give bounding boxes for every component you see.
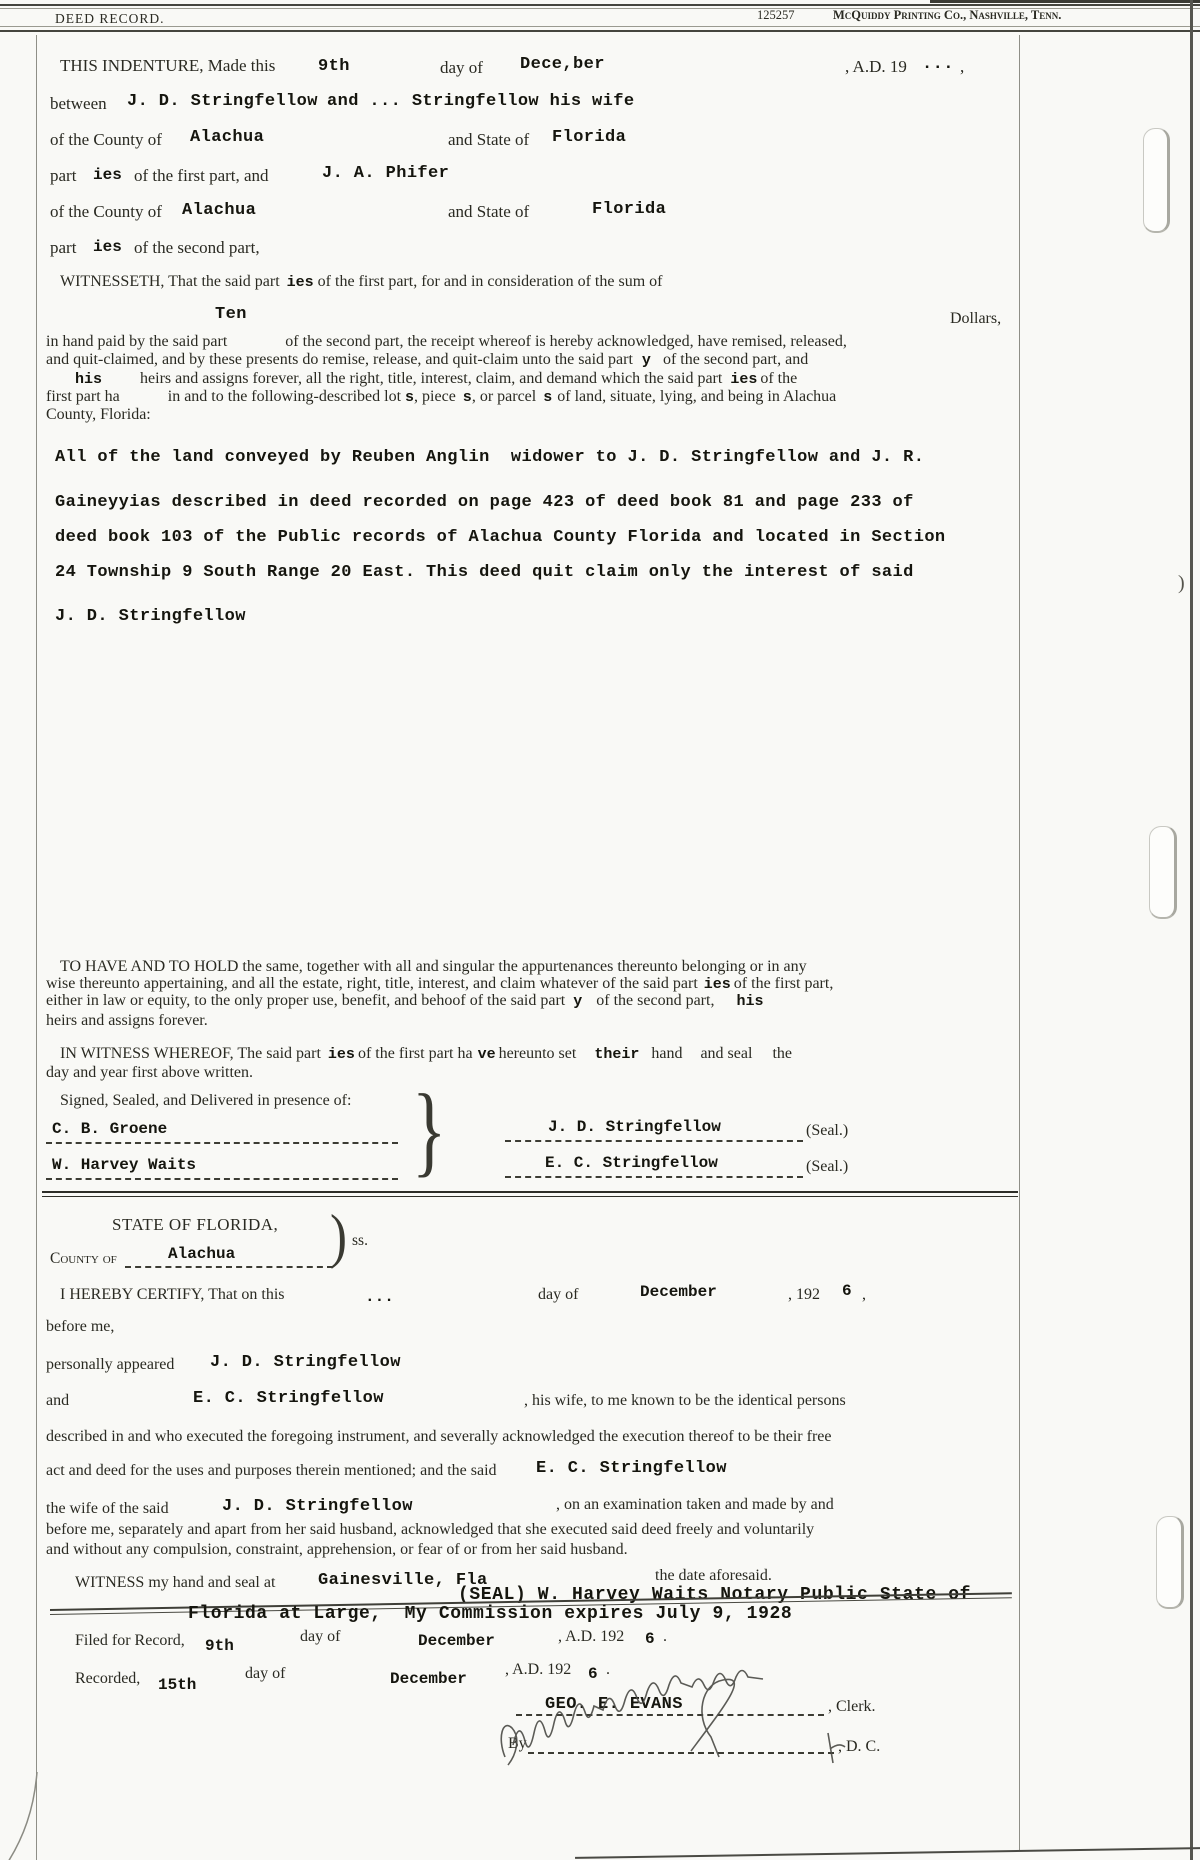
section-divider-rule <box>42 1191 1018 1197</box>
h2a: wise thereunto appertaining, and all the estate, right, title, interest, and claim whatever of the said part <box>46 975 698 992</box>
notary-commission-line: Florida at Large, My Commission expires July 9, 1928 <box>188 1604 793 1624</box>
part-label-2: part <box>50 238 77 257</box>
field-ve: ve <box>477 1046 496 1063</box>
witnesseth-b: of the first part, for and in consideration of the sum of <box>317 273 663 290</box>
p3b: of the <box>760 370 798 387</box>
state-heading: STATE OF FLORIDA, <box>112 1215 279 1234</box>
witness-whereof-line-2: day and year first above written. <box>46 1064 254 1081</box>
dc-label: , D. C. <box>838 1738 881 1755</box>
field-state-2: Florida <box>592 200 667 219</box>
wife-rest-label: , his wife, to me known to be the identical persons <box>524 1392 846 1409</box>
left-margin-rule <box>36 35 37 1860</box>
witness-signature-1: C. B. Groene <box>52 1120 168 1138</box>
field-party1: J. D. Stringfellow <box>127 92 318 111</box>
recorded-day-of-label: day of <box>245 1665 286 1682</box>
field-ack-county: Alachua <box>168 1245 236 1263</box>
description-line-3: deed book 103 of the Public records of Alachua County Florida and located in Section <box>55 528 946 547</box>
witness-line-2 <box>46 1178 398 1180</box>
page-bottom-edge <box>575 1847 1200 1859</box>
recorded-label: Recorded, <box>75 1670 141 1687</box>
field-s-2: s <box>462 389 472 406</box>
field-party2: and ... Stringfellow his wife <box>327 92 635 111</box>
field-county-1: Alachua <box>190 128 265 147</box>
p1b: of the second part, the receipt whereof is hereby acknowledged, have remised, released, <box>285 333 847 350</box>
state-of-label-2: and State of <box>448 202 530 221</box>
grantor-line-2 <box>505 1176 803 1178</box>
filed-day-of-label: day of <box>300 1628 341 1645</box>
field-y-1: y <box>641 352 651 369</box>
field-ack-name-3: J. D. Stringfellow <box>222 1497 413 1516</box>
field-cert-year: 6 <box>842 1282 852 1300</box>
ss-label: ss. <box>352 1232 368 1249</box>
field-his-1: his <box>75 371 103 388</box>
header-rule-top <box>0 4 1200 6</box>
h2b: of the first part, <box>733 975 834 992</box>
field-cert-day: ... <box>365 1288 394 1306</box>
p4c: , piece <box>414 388 456 405</box>
seal-label-1: (Seal.) <box>806 1122 849 1139</box>
header-rule-bottom <box>0 26 1200 27</box>
description-line-4: 24 Township 9 South Range 20 East. This deed quit claim only the interest of said <box>55 563 914 582</box>
indenture-label: THIS INDENTURE, Made this <box>60 56 276 75</box>
dollars-label: Dollars, <box>950 310 1002 327</box>
punch-slot-middle <box>1149 826 1177 919</box>
by-label: By <box>508 1735 527 1752</box>
header-rule-right-thick <box>930 0 1200 3</box>
p1a: in hand paid by the said part <box>46 333 228 350</box>
notary-seal-typed-line: (SEAL) W. Harvey Waits Notary Public State of <box>458 1585 972 1605</box>
ad-comma: , <box>960 57 965 76</box>
recorded-ad-label: , A.D. 192 <box>505 1661 572 1678</box>
field-year: ... <box>922 55 954 74</box>
header-rule-bottom2 <box>0 30 1200 32</box>
field-ack-name-2: E. C. Stringfellow <box>536 1459 727 1478</box>
second-part-label: of the second part, <box>134 238 260 257</box>
ack-line-7b: , on an examination taken and made by and <box>556 1496 834 1513</box>
page-title: DEED RECORD. <box>55 11 165 26</box>
printer-number: 125257 <box>757 8 795 22</box>
printer-name: McQuiddy Printing Co., Nashville, Tenn. <box>833 8 1062 22</box>
first-part-label: of the first part, and <box>134 166 269 185</box>
p4d: , or parcel <box>471 388 537 405</box>
field-s-3: s <box>543 389 553 406</box>
field-y-2: y <box>573 993 583 1010</box>
h3b: of the second part, <box>596 992 715 1009</box>
date-aforesaid-label: the date aforesaid. <box>655 1567 772 1584</box>
ww-d: hand <box>651 1045 683 1062</box>
ack-line-8: before me, separately and apart from her said husband, acknowledged that she executed said deed freely and voluntarily <box>46 1521 815 1538</box>
field-s-1: s <box>405 389 415 406</box>
ww-e: and seal <box>700 1045 753 1062</box>
witnesseth-a: WITNESSETH, That the said part <box>60 273 280 290</box>
county-of-label-2: of the County of <box>50 202 162 221</box>
habendum-line-1: TO HAVE AND TO HOLD the same, together with all and singular the appurtenances thereunto belonging or in any <box>60 958 807 975</box>
field-filed-month: December <box>418 1632 495 1650</box>
cert-192-label: , 192 <box>788 1286 820 1303</box>
field-cert-month: December <box>640 1283 717 1301</box>
field-their: their <box>594 1046 640 1063</box>
ww-b: of the first part ha <box>357 1045 473 1062</box>
field-ies-5: ies <box>703 976 731 993</box>
field-filed-day: 9th <box>205 1637 234 1655</box>
field-his-2: his <box>736 993 764 1010</box>
ack-line-7a: the wife of the said <box>46 1500 169 1517</box>
description-line-5: J. D. Stringfellow <box>55 607 246 626</box>
field-amount: Ten <box>215 305 247 324</box>
clerk-name-typed: GEO. E. EVANS <box>545 1695 683 1714</box>
habendum-line-2 <box>46 975 833 993</box>
county-heading-label: County of <box>50 1250 117 1267</box>
field-party3: J. A. Phifer <box>322 164 450 183</box>
cert-comma: , <box>862 1286 866 1303</box>
clerk-label: , Clerk. <box>828 1698 876 1715</box>
cert-day-of-label: day of <box>538 1286 579 1303</box>
state-of-label-1: and State of <box>448 130 530 149</box>
grantor-line-1 <box>505 1140 803 1142</box>
h3a: either in law or equity, to the only proper use, benefit, and behoof of the said part <box>46 992 566 1009</box>
p2b: of the second part, and <box>662 351 809 368</box>
field-filed-year: 6 <box>645 1630 655 1648</box>
field-recorded-day: 15th <box>158 1676 197 1694</box>
ww-a: IN WITNESS WHEREOF, The said part <box>60 1045 321 1062</box>
field-notary-place: Gainesville, Fla <box>318 1571 488 1590</box>
ack-line-6: act and deed for the uses and purposes therein mentioned; and the said <box>46 1462 497 1479</box>
ack-line-5: described in and who executed the foregoing instrument, and severally acknowledged the execution thereof to be their free <box>46 1428 832 1445</box>
description-line-1: All of the land conveyed by Reuben Anglin widower to J. D. Stringfellow and J. R. <box>55 448 925 467</box>
right-margin-rule <box>1019 35 1020 1850</box>
part-label-1: part <box>50 166 77 185</box>
and-label: and <box>46 1392 70 1409</box>
p4e: of land, situate, lying, and being in Alachua <box>557 388 837 405</box>
consideration-line-2 <box>46 351 808 369</box>
consideration-line-4 <box>46 388 836 406</box>
ack-line-9: and without any compulsion, constraint, apprehension, or fear of or from her said husband. <box>46 1541 628 1558</box>
p2a: and quit-claimed, and by these presents do remise, release, and quit-claim unto the said part <box>46 351 633 368</box>
certify-label: I HEREBY CERTIFY, That on this <box>60 1286 285 1303</box>
habendum-line-3 <box>46 992 763 1010</box>
habendum-line-4: heirs and assigns forever. <box>46 1012 208 1029</box>
grantor-signature-2: E. C. Stringfellow <box>545 1154 718 1172</box>
filed-period: . <box>663 1628 667 1645</box>
recorded-period: . <box>606 1661 610 1678</box>
county-of-label-1: of the County of <box>50 130 162 149</box>
witness-signature-2: W. Harvey Waits <box>52 1156 197 1174</box>
field-state-1: Florida <box>552 128 627 147</box>
field-appeared-name: J. D. Stringfellow <box>210 1353 401 1372</box>
field-recorded-month: December <box>390 1670 467 1688</box>
ww-f: the <box>772 1045 792 1062</box>
witness-whereof-line-1 <box>60 1045 792 1063</box>
seal-label-2: (Seal.) <box>806 1158 849 1175</box>
field-wife-name: E. C. Stringfellow <box>193 1389 384 1408</box>
consideration-line-1 <box>46 333 847 351</box>
p4a: first part ha <box>46 388 120 405</box>
description-line-2: Gaineyyias described in deed recorded on page 423 of deed book 81 and page 233 of <box>55 493 914 512</box>
field-ies-1: ies <box>93 166 122 184</box>
field-ies-4: ies <box>730 371 758 388</box>
witness-line-1 <box>46 1142 398 1144</box>
p3a: heirs and assigns forever, all the right, title, interest, claim, and demand which the said part <box>140 370 723 387</box>
p4b: in and to the following-described lot <box>167 388 402 405</box>
day-of-label: day of <box>440 58 483 77</box>
field-ies-6: ies <box>327 1046 355 1063</box>
stray-paren-mark: ) <box>1178 572 1185 594</box>
before-me-label: before me, <box>46 1318 115 1335</box>
witness-brace: } <box>412 1074 447 1187</box>
deputy-signature-scrawl <box>495 1675 870 1770</box>
witnesseth-line <box>60 273 662 291</box>
consideration-line-5: County, Florida: <box>46 406 151 423</box>
field-county-2: Alachua <box>182 201 257 220</box>
field-ies-3: ies <box>286 274 314 291</box>
ss-brace: ) <box>330 1203 347 1269</box>
between-label: between <box>50 94 107 113</box>
page-corner-curl <box>6 1772 50 1860</box>
punch-slot-bottom <box>1156 1516 1184 1609</box>
presence-label: Signed, Sealed, and Delivered in presence of: <box>60 1092 352 1109</box>
field-recorded-year: 6 <box>588 1665 598 1683</box>
consideration-line-3 <box>75 370 797 388</box>
ad-label: , A.D. 19 <box>845 57 907 76</box>
county-dotted-line <box>125 1266 333 1268</box>
filed-label: Filed for Record, <box>75 1632 185 1649</box>
filed-ad-label: , A.D. 192 <box>558 1628 625 1645</box>
punch-slot-top <box>1143 128 1170 233</box>
page-right-edge <box>1190 0 1193 1860</box>
witness-hand-label: WITNESS my hand and seal at <box>75 1574 276 1591</box>
field-month: Dece,ber <box>520 55 605 74</box>
field-day: 9th <box>318 57 350 76</box>
grantor-signature-1: J. D. Stringfellow <box>548 1118 721 1136</box>
appeared-label: personally appeared <box>46 1356 175 1373</box>
field-ies-2: ies <box>93 238 122 256</box>
ww-c: hereunto set <box>498 1045 577 1062</box>
